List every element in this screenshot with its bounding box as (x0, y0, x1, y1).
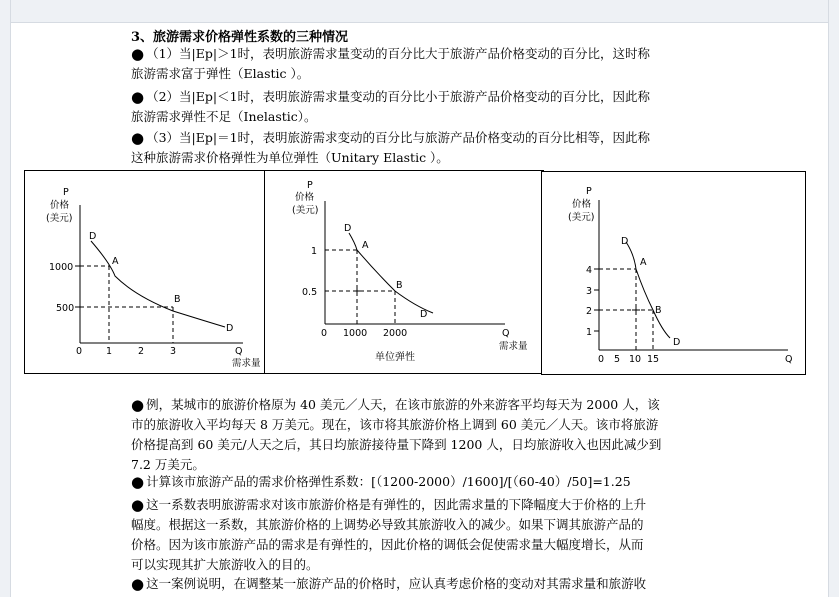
curve-label-d: D (673, 337, 681, 348)
curve-label-d: D (420, 309, 428, 320)
x-tick-label: 3 (170, 346, 177, 357)
calculation-line: 计算该市旅游产品的需求价格弹性系数：[（1200-2000）/1600]/[（60-40）/50]=1.25 (146, 474, 631, 489)
explanation-line: 可以实现其扩大旅游收入的目的。 (131, 557, 319, 572)
section-heading: 3、旅游需求价格弹性系数的三种情况 (131, 30, 349, 45)
bullet-icon: ● (131, 575, 145, 593)
definition-unitary (131, 128, 711, 168)
point-label-a: A (112, 256, 119, 267)
top-edge (0, 0, 839, 23)
x-tick-label: 1000 (343, 328, 368, 339)
demand-curve (91, 241, 225, 327)
conclusion-line: 这一案例说明，在调整某一旅游产品的价格时，应认真考虑价格的变动对其需求量和旅游收 (146, 576, 647, 591)
price-axis-label: 价格 (50, 200, 70, 211)
conclusion-paragraph (131, 574, 716, 594)
definition-line: （2）当|Ep|＜1时，表明旅游需求量变动的百分比小于旅游产品价格变动的百分比，因此称 (146, 89, 651, 104)
price-axis-symbol: P (307, 180, 313, 191)
bullet-icon: ● (131, 496, 145, 514)
point-label-a: A (362, 240, 369, 251)
bullet-icon: ● (131, 129, 145, 147)
x-tick-label: 2000 (383, 328, 408, 339)
left-margin-bar (0, 0, 11, 597)
price-axis-symbol: P (63, 187, 69, 198)
quantity-axis-label: 需求量 (232, 358, 261, 369)
x-tick-label: 15 (647, 354, 660, 365)
point-label-b: B (396, 280, 403, 291)
definition-elastic (131, 44, 711, 84)
explanation-line: 价格。因为该市旅游产品的需求是有弹性的，因此价格的调低会促使需求量大幅度增长，从而 (131, 537, 644, 552)
demand-curve (626, 242, 670, 338)
right-margin-bar (828, 0, 839, 597)
point-label-b: B (655, 305, 662, 316)
figure-elastic-svg (25, 171, 266, 373)
figure-inelastic-demand (541, 171, 806, 375)
price-axis-symbol: P (586, 186, 592, 197)
x-tick-label: 1 (106, 346, 113, 357)
curve-label-d: D (344, 223, 352, 234)
definition-line: （1）当|Ep|＞1时，表明旅游需求量变动的百分比大于旅游产品价格变动的百分比，这时称 (146, 46, 651, 61)
quantity-axis-symbol: Q (235, 346, 243, 357)
bullet-icon: ● (131, 45, 145, 63)
y-tick-label: 1000 (49, 262, 74, 273)
y-tick-label: 1 (311, 246, 318, 257)
price-unit-label: (美元) (568, 212, 595, 223)
bullet-icon: ● (131, 88, 145, 106)
calculation-paragraph (131, 472, 716, 492)
curve-label-d: D (226, 323, 234, 334)
y-tick-label: 1 (586, 327, 593, 338)
y-tick-label: 500 (56, 303, 75, 314)
definition-line: 旅游需求弹性不足（Inelastic）。 (131, 109, 317, 124)
example-line: 例，某城市的旅游价格原为 40 美元／人天，在该市旅游的外来游客平均每天为 2000 人，该 (146, 397, 660, 412)
figure-caption: 单位弹性 (375, 352, 415, 363)
curve-label-d: D (89, 231, 97, 242)
origin-label: 0 (76, 346, 83, 357)
explanation-line: 这一系数表明旅游需求对该市旅游价格是有弹性的，因此需求量的下降幅度大于价格的上升 (146, 497, 647, 512)
quantity-axis-symbol: Q (785, 354, 793, 365)
y-tick-label: 2 (586, 306, 593, 317)
example-line: 市的旅游收入平均每天 8 万美元。现在，该市将其旅游价格上调到 60 美元／人天。该市将旅游 (131, 417, 659, 432)
example-line: 7.2 万美元。 (131, 457, 205, 472)
x-tick-label: 10 (629, 354, 642, 365)
definition-line: 旅游需求富于弹性（Elastic ）。 (131, 66, 310, 81)
explanation-paragraph (131, 495, 716, 575)
example-paragraph (131, 395, 716, 475)
price-axis-label: 价格 (295, 192, 315, 203)
definition-line: （3）当|Ep|＝1时，表明旅游需求变动的百分比与旅游产品价格变动的百分比相等，因此称 (146, 130, 651, 145)
y-tick-label: 0.5 (302, 287, 318, 298)
figure-elastic-demand (24, 170, 267, 374)
curve-label-d: D (621, 236, 629, 247)
price-unit-label: (美元) (292, 205, 319, 216)
y-tick-label: 3 (586, 286, 593, 297)
figure-unitary-demand (264, 170, 544, 374)
explanation-line: 幅度。根据这一系数，其旅游价格的上调势必导致其旅游收入的减少。如果下调其旅游产品的 (131, 517, 644, 532)
figure-unitary-svg (265, 171, 543, 373)
x-tick-label: 2 (138, 346, 145, 357)
bullet-icon: ● (131, 473, 145, 491)
point-label-a: A (640, 257, 647, 268)
figure-inelastic-svg (542, 172, 805, 374)
definition-line: 这种旅游需求价格弹性为单位弹性（Unitary Elastic ）。 (131, 150, 449, 165)
price-axis-label: 价格 (572, 199, 592, 210)
quantity-axis-symbol: Q (502, 328, 510, 339)
definition-inelastic (131, 87, 711, 127)
bullet-icon: ● (131, 396, 145, 414)
x-tick-label: 5 (614, 354, 621, 365)
point-label-b: B (174, 294, 181, 305)
example-line: 价格提高到 60 美元/人天之后，其日均旅游接待量下降到 1200 人，日均旅游收入也因此减少到 (131, 437, 662, 452)
quantity-axis-label: 需求量 (499, 341, 528, 352)
origin-label: 0 (598, 354, 605, 365)
y-tick-label: 4 (586, 265, 593, 276)
price-unit-label: (美元) (46, 213, 73, 224)
origin-label: 0 (321, 328, 328, 339)
